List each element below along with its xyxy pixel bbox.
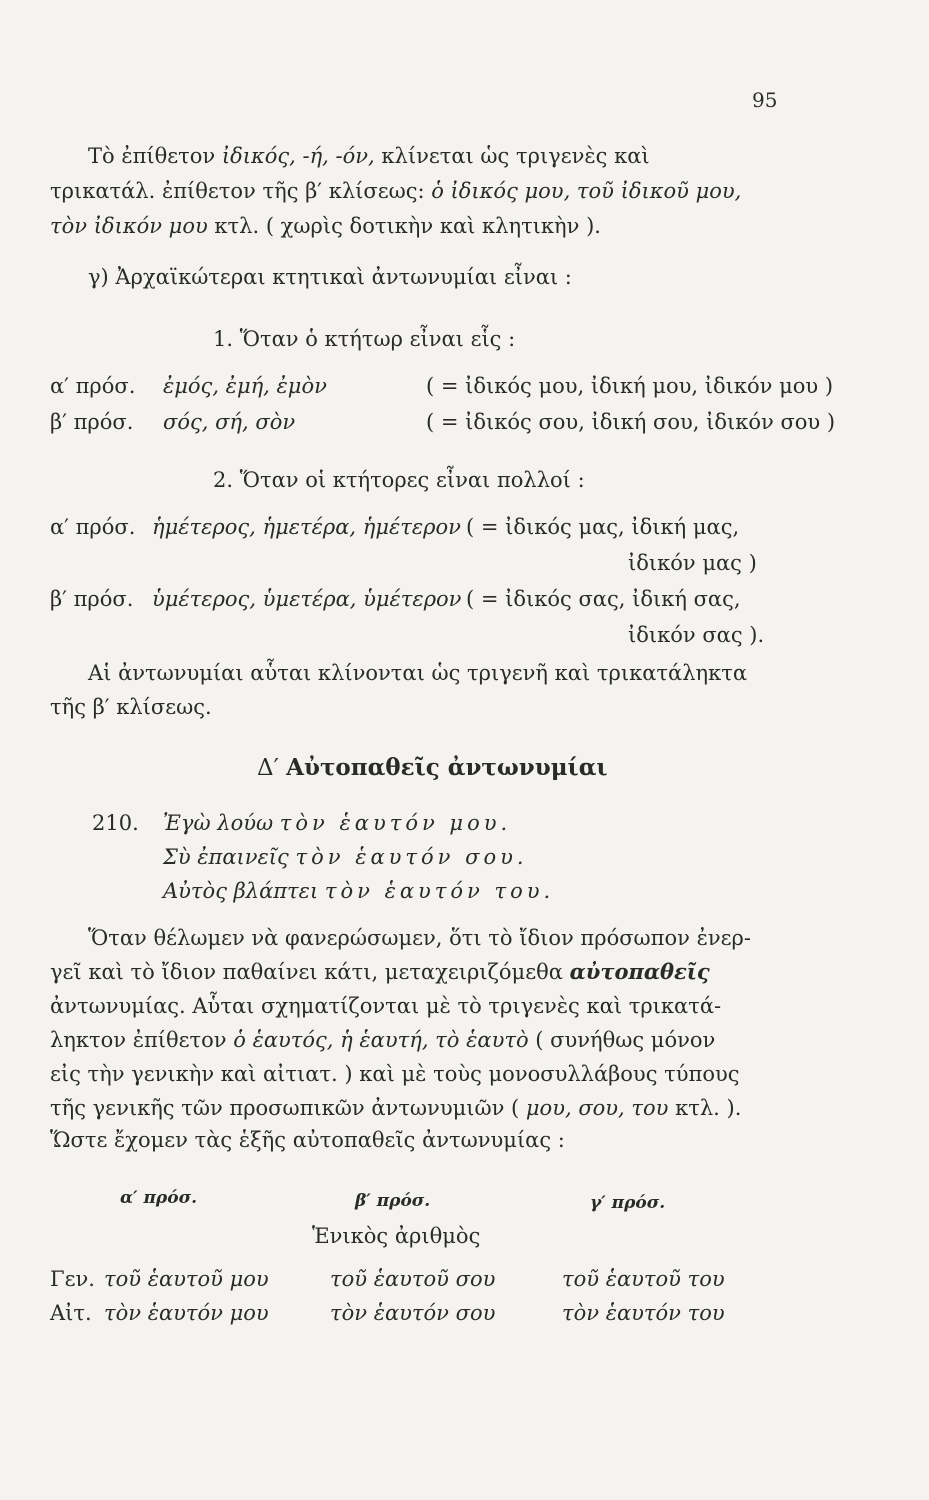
- paragraph-3-line-3: ἀντωνυμίας. Αὗται σχηματίζονται μὲ τὸ τριγενὲς καὶ τρικατά-: [50, 994, 722, 1018]
- case-2-a-forms: ἡμέτερος, ἡμετέρα, ἡμέτερον: [152, 515, 461, 539]
- table-header-first-person: α′ πρόσ.: [120, 1188, 198, 1208]
- case-2-b-forms: ὑμέτερος, ὑμετέρα, ὑμέτερον: [152, 587, 462, 611]
- case-1-title: 1. Ὅταν ὁ κτήτωρ εἶναι εἷς :: [213, 327, 516, 351]
- paragraph-3-line-7: Ὥστε ἔχομεν τὰς ἑξῆς αὐτοπαθεῖς ἀντωνυμίας :: [50, 1128, 565, 1152]
- table-cell-gen-first: τοῦ ἑαυτοῦ μου: [104, 1267, 269, 1291]
- paragraph-3-line-6: τῆς γενικῆς τῶν προσωπικῶν ἀντωνυμιῶν ( μου, σου, του κτλ. ).: [50, 1096, 742, 1120]
- paragraph-1-line-1: Τὸ ἐπίθετον ἰδικός, -ή, -όν, κλίνεται ὡς τριγενὲς καὶ: [88, 144, 650, 168]
- section-heading: Δ′ Αὐτοπαθεῖς ἀντωνυμίαι: [257, 754, 608, 781]
- table-row-accusative-case: Αἰτ.: [50, 1301, 92, 1325]
- case-2-a-gloss-cont: ἰδικόν μας ): [628, 551, 757, 575]
- example-number: 210.: [92, 811, 139, 835]
- table-row-genitive-case: Γεν.: [50, 1267, 95, 1291]
- table-header-third-person: γ′ πρόσ.: [590, 1193, 666, 1213]
- table-cell-acc-first: τὸν ἑαυτόν μου: [104, 1301, 269, 1325]
- table-cell-acc-third: τὸν ἑαυτόν του: [562, 1301, 725, 1325]
- example-1: Ἐγὼ λούω τὸν ἑαυτόν μου.: [163, 811, 512, 835]
- case-1-a-gloss: ( = ἰδικός μου, ἰδική μου, ἰδικόν μου ): [426, 374, 834, 398]
- case-2-b-label: β′ πρόσ.: [50, 587, 134, 611]
- case-2-a-label: α′ πρόσ.: [50, 515, 136, 539]
- case-1-a-label: α′ πρόσ.: [50, 374, 136, 398]
- table-header-second-person: β′ πρόσ.: [355, 1191, 431, 1211]
- paragraph-2-line-1: Αἱ ἀντωνυμίαι αὗται κλίνονται ὡς τριγενῆ καὶ τρικατάληκτα: [88, 661, 748, 685]
- case-2-a-gloss: ( = ἰδικός μας, ἰδική μας,: [466, 515, 740, 539]
- case-1-b-forms: σός, σή, σὸν: [163, 410, 296, 434]
- case-2-b-gloss: ( = ἰδικός σας, ἰδική σας,: [466, 587, 741, 611]
- case-2-title: 2. Ὅταν οἱ κτήτορες εἶναι πολλοί :: [213, 468, 585, 492]
- table-cell-gen-third: τοῦ ἑαυτοῦ του: [562, 1267, 725, 1291]
- case-1-a-forms: ἐμός, ἐμή, ἐμὸν: [163, 374, 327, 398]
- case-1-b-gloss: ( = ἰδικός σου, ἰδική σου, ἰδικόν σου ): [426, 410, 836, 434]
- paragraph-1-line-3: τὸν ἰδικόν μου κτλ. ( χωρὶς δοτικὴν καὶ κλητικὴν ).: [50, 214, 601, 238]
- paragraph-3-line-5: εἰς τὴν γενικὴν καὶ αἰτιατ. ) καὶ μὲ τοὺς μονοσυλλάβους τύπους: [50, 1062, 740, 1086]
- paragraph-1-line-2: τρικατάλ. ἐπίθετον τῆς β′ κλίσεως: ὁ ἰδικός μου, τοῦ ἰδικοῦ μου,: [50, 179, 742, 203]
- table-number-heading: Ἑνικὸς ἀριθμὸς: [312, 1224, 481, 1248]
- case-1-b-label: β′ πρόσ.: [50, 410, 134, 434]
- case-2-b-gloss-cont: ἰδικόν σας ).: [628, 623, 765, 647]
- example-2: Σὺ ἐπαινεῖς τὸν ἑαυτόν σου.: [163, 845, 528, 869]
- paragraph-3-line-1: Ὅταν θέλωμεν νὰ φανερώσωμεν, ὅτι τὸ ἴδιον πρόσωπον ἐνερ-: [88, 926, 751, 950]
- page-number: 95: [752, 88, 778, 112]
- gamma-intro: γ) Ἀρχαϊκώτεραι κτητικαὶ ἀντωνυμίαι εἶναι :: [88, 265, 572, 289]
- example-3: Αὐτὸς βλάπτει τὸν ἑαυτόν του.: [163, 879, 555, 903]
- paragraph-2-line-2: τῆς β′ κλίσεως.: [50, 695, 212, 719]
- paragraph-3-line-4: ληκτον ἐπίθετον ὁ ἑαυτός, ἡ ἑαυτή, τὸ ἑαυτὸ ( συνήθως μόνον: [50, 1028, 716, 1052]
- table-cell-acc-second: τὸν ἑαυτόν σου: [330, 1301, 496, 1325]
- paragraph-3-line-2: γεῖ καὶ τὸ ἴδιον παθαίνει κάτι, μεταχειριζόμεθα αὐτοπαθεῖς: [50, 959, 710, 984]
- table-cell-gen-second: τοῦ ἑαυτοῦ σου: [330, 1267, 496, 1291]
